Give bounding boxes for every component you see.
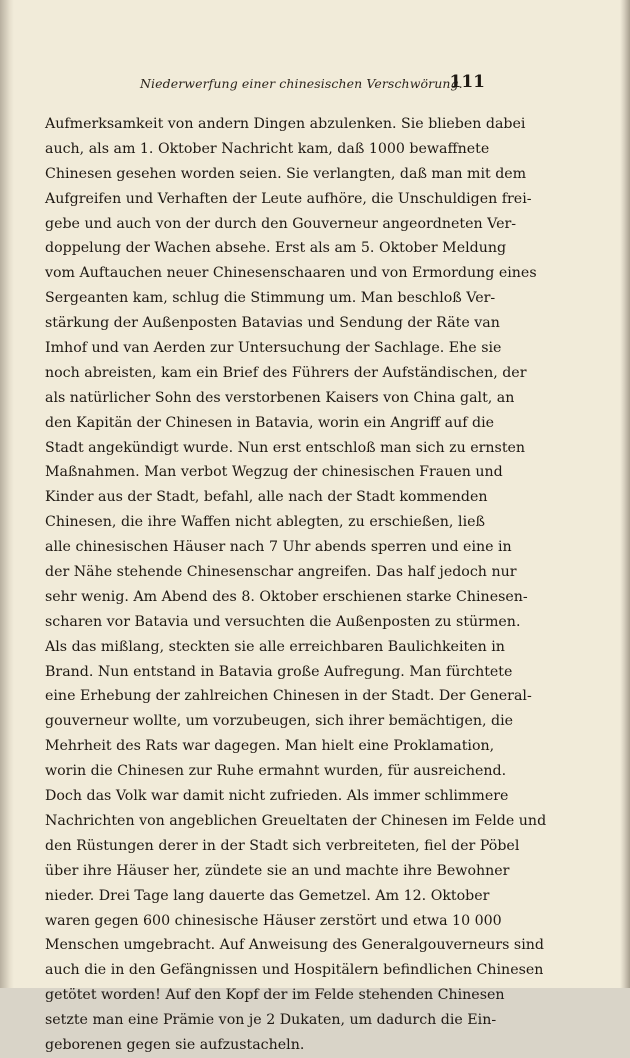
text-line: sehr wenig. Am Abend des 8. Oktober erschienen starke Chinesen- <box>45 588 528 605</box>
text-line: noch abreisten, kam ein Brief des Führers der Aufständischen, der <box>45 364 527 381</box>
text-line: setzte man eine Prämie von je 2 Dukaten, um dadurch die Ein- <box>45 1012 497 1029</box>
text-line: waren gegen 600 chinesische Häuser zerstört und etwa 10 000 <box>45 912 502 929</box>
text-line: Stadt angekündigt wurde. Nun erst entschloß man sich zu ernsten <box>45 439 526 456</box>
running-title: Niederwerfung einer chinesischen Verschwörung. <box>140 76 463 91</box>
text-line: doppelung der Wachen absehe. Erst als am 5. Oktober Meldung <box>45 240 507 257</box>
text-line: Kinder aus der Stadt, befahl, alle nach der Stadt kommenden <box>45 489 488 506</box>
text-line: der Nähe stehende Chinesenschar angreifen. Das half jedoch nur <box>45 564 517 581</box>
text-line: alle chinesischen Häuser nach 7 Uhr abends sperren und eine in <box>45 539 512 556</box>
text-line: worin die Chinesen zur Ruhe ermahnt wurden, für ausreichend. <box>45 763 507 780</box>
text-line: Doch das Volk war damit nicht zufrieden. Als immer schlimmere <box>45 788 509 805</box>
text-line: eine Erhebung der zahlreichen Chinesen in der Stadt. Der General- <box>45 688 532 705</box>
text-line: als natürlicher Sohn des verstorbenen Kaisers von China galt, an <box>45 389 515 406</box>
text-line: Nachrichten von angeblichen Greueltaten der Chinesen im Felde und <box>45 812 547 829</box>
text-line: Brand. Nun entstand in Batavia große Aufregung. Man fürchtete <box>45 663 513 680</box>
body-text <box>45 112 547 1058</box>
text-line: den Kapitän der Chinesen in Batavia, worin ein Angriff auf die <box>45 414 495 431</box>
text-line: vom Auftauchen neuer Chinesenschaaren und von Ermordung eines <box>45 265 537 282</box>
text-line: Mehrheit des Rats war dagegen. Man hielt eine Proklamation, <box>45 738 495 755</box>
page-number: 111 <box>449 72 485 92</box>
page-header <box>45 66 485 94</box>
text-line: Als das mißlang, steckten sie alle erreichbaren Baulichkeiten in <box>45 638 505 655</box>
text-line: stärkung der Außenposten Batavias und Sendung der Räte van <box>45 315 500 332</box>
text-line: nieder. Drei Tage lang dauerte das Gemetzel. Am 12. Oktober <box>45 887 490 904</box>
text-line: Aufgreifen und Verhaften der Leute aufhöre, die Unschuldigen frei- <box>45 190 532 207</box>
text-line: Menschen umgebracht. Auf Anweisung des Generalgouverneurs sind <box>45 937 544 954</box>
text-line: gouverneur wollte, um vorzubeugen, sich ihrer bemächtigen, die <box>45 713 514 730</box>
text-line: Sergeanten kam, schlug die Stimmung um. Man beschloß Ver- <box>45 290 496 307</box>
text-line: getötet worden! Auf den Kopf der im Felde stehenden Chinesen <box>45 987 505 1004</box>
text-line: gebe und auch von der durch den Gouverneur angeordneten Ver- <box>45 215 517 232</box>
text-line: scharen vor Batavia und versuchten die Außenposten zu stürmen. <box>45 613 521 630</box>
text-line: über ihre Häuser her, zündete sie an und machte ihre Bewohner <box>45 862 510 879</box>
text-line: auch, als am 1. Oktober Nachricht kam, daß 1000 bewaffnete <box>45 140 490 157</box>
text-line: Chinesen, die ihre Waffen nicht ablegten, zu erschießen, ließ <box>45 514 485 531</box>
text-line: den Rüstungen derer in der Stadt sich verbreiteten, fiel der Pöbel <box>45 837 520 854</box>
text-line: Chinesen gesehen worden seien. Sie verlangten, daß man mit dem <box>45 165 527 182</box>
text-line: auch die in den Gefängnissen und Hospitälern befindlichen Chinesen <box>45 962 544 979</box>
text-line: geborenen gegen sie aufzustacheln. <box>45 1036 305 1053</box>
text-line: Aufmerksamkeit von andern Dingen abzulenken. Sie blieben dabei <box>45 116 526 132</box>
text-line: Imhof und van Aerden zur Untersuchung der Sachlage. Ehe sie <box>45 340 502 357</box>
text-line: Maßnahmen. Man verbot Wegzug der chinesischen Frauen und <box>45 464 503 481</box>
